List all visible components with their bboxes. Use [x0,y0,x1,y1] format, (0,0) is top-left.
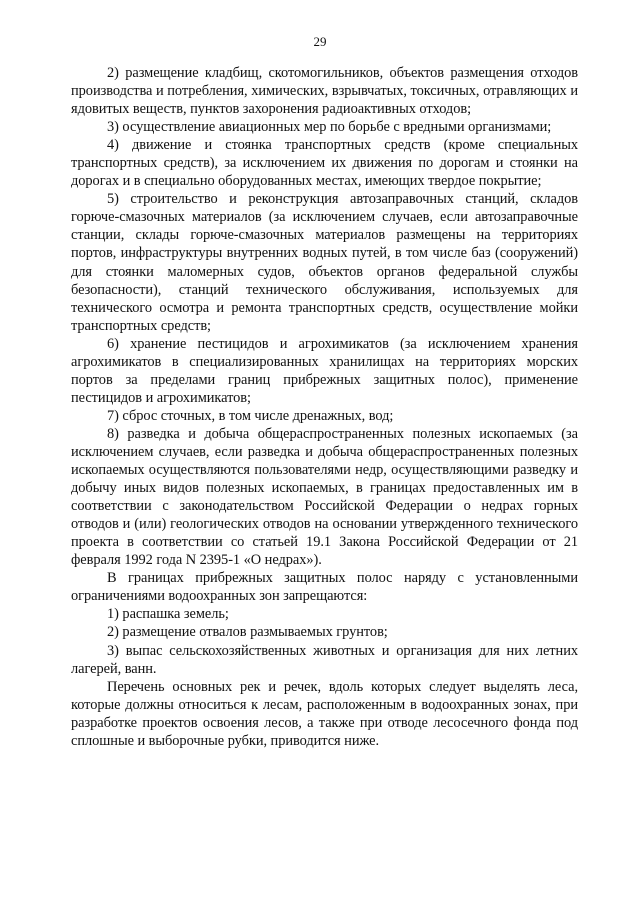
paragraph-coastal-item-3: 3) выпас сельскохозяйственных животных и организация для них летних лагерей, ванн. [71,642,578,677]
paragraph-coastal-item-1: 1) распашка земель; [107,606,229,623]
page-number: 29 [313,34,327,49]
paragraph-item-4: 4) движение и стоянка транспортных средств (кроме специальных транспортных средств), за исключением их движения по дорогам и стоянки на дорогах и в специально оборудованных местах, имеющих твердое покрытие; [71,137,578,190]
paragraph-coastal-item-2: 2) размещение отвалов размываемых грунтов; [107,624,388,641]
paragraph-coastal-intro: В границах прибрежных защитных полос наряду с установленными ограничениями водоохранных зон запрещаются: [71,570,578,605]
document-body [71,64,578,750]
paragraph-item-8: 8) разведка и добыча общераспространенных полезных ископаемых (за исключением случаев, если разведка и добыча общераспространенных полезных ископаемых осуществляются пользователями недр, осуществляющими разведку и добычу иных видов полезных ископаемых, в границах предоставленных им в соответствии с законодательством Российской Федерации о недрах горных отводов и (или) геологических отводов на основании утвержденного технического проекта в соответствии со статьей 19.1 Закона Российской Федерации от 21 февраля 1992 года N 2395-1 «О недрах»). [71,425,578,569]
paragraph-item-6: 6) хранение пестицидов и агрохимикатов (за исключением хранения агрохимикатов в специализированных хранилищах на территориях морских портов за пределами границ прибрежных защитных полос), применение пестицидов и агрохимикатов; [71,335,578,406]
paragraph-item-3: 3) осуществление авиационных мер по борьбе с вредными организмами; [107,119,552,136]
paragraph-item-5: 5) строительство и реконструкция автозаправочных станций, складов горюче-смазочных материалов (за исключением случаев, если автозаправочные станции, склады горюче-смазочных материалов размещены на территориях портов, инфраструктуры внутренних водных путей, в том числе баз (сооружений) для стоянки маломерных судов, объектов органов федеральной службы безопасности), станций технического обслуживания, используемых для технического осмотра и ремонта транспортных средств, осуществление мойки транспортных средств; [71,191,578,334]
paragraph-item-7: 7) сброс сточных, в том числе дренажных, вод; [107,407,394,424]
paragraph-rivers-list-note: Перечень основных рек и речек, вдоль которых следует выделять леса, которые должны относиться к лесам, расположенным в водоохранных зонах, при разработке проектов освоения лесов, а также при отводе лесосечного фонда под сплошные и выборочные рубки, приводится ниже. [71,678,578,749]
paragraph-item-2: 2) размещение кладбищ, скотомогильников, объектов размещения отходов производства и потребления, химических, взрывчатых, токсичных, отравляющих и ядовитых веществ, пунктов захоронения радиоактивных отходов; [71,65,578,118]
